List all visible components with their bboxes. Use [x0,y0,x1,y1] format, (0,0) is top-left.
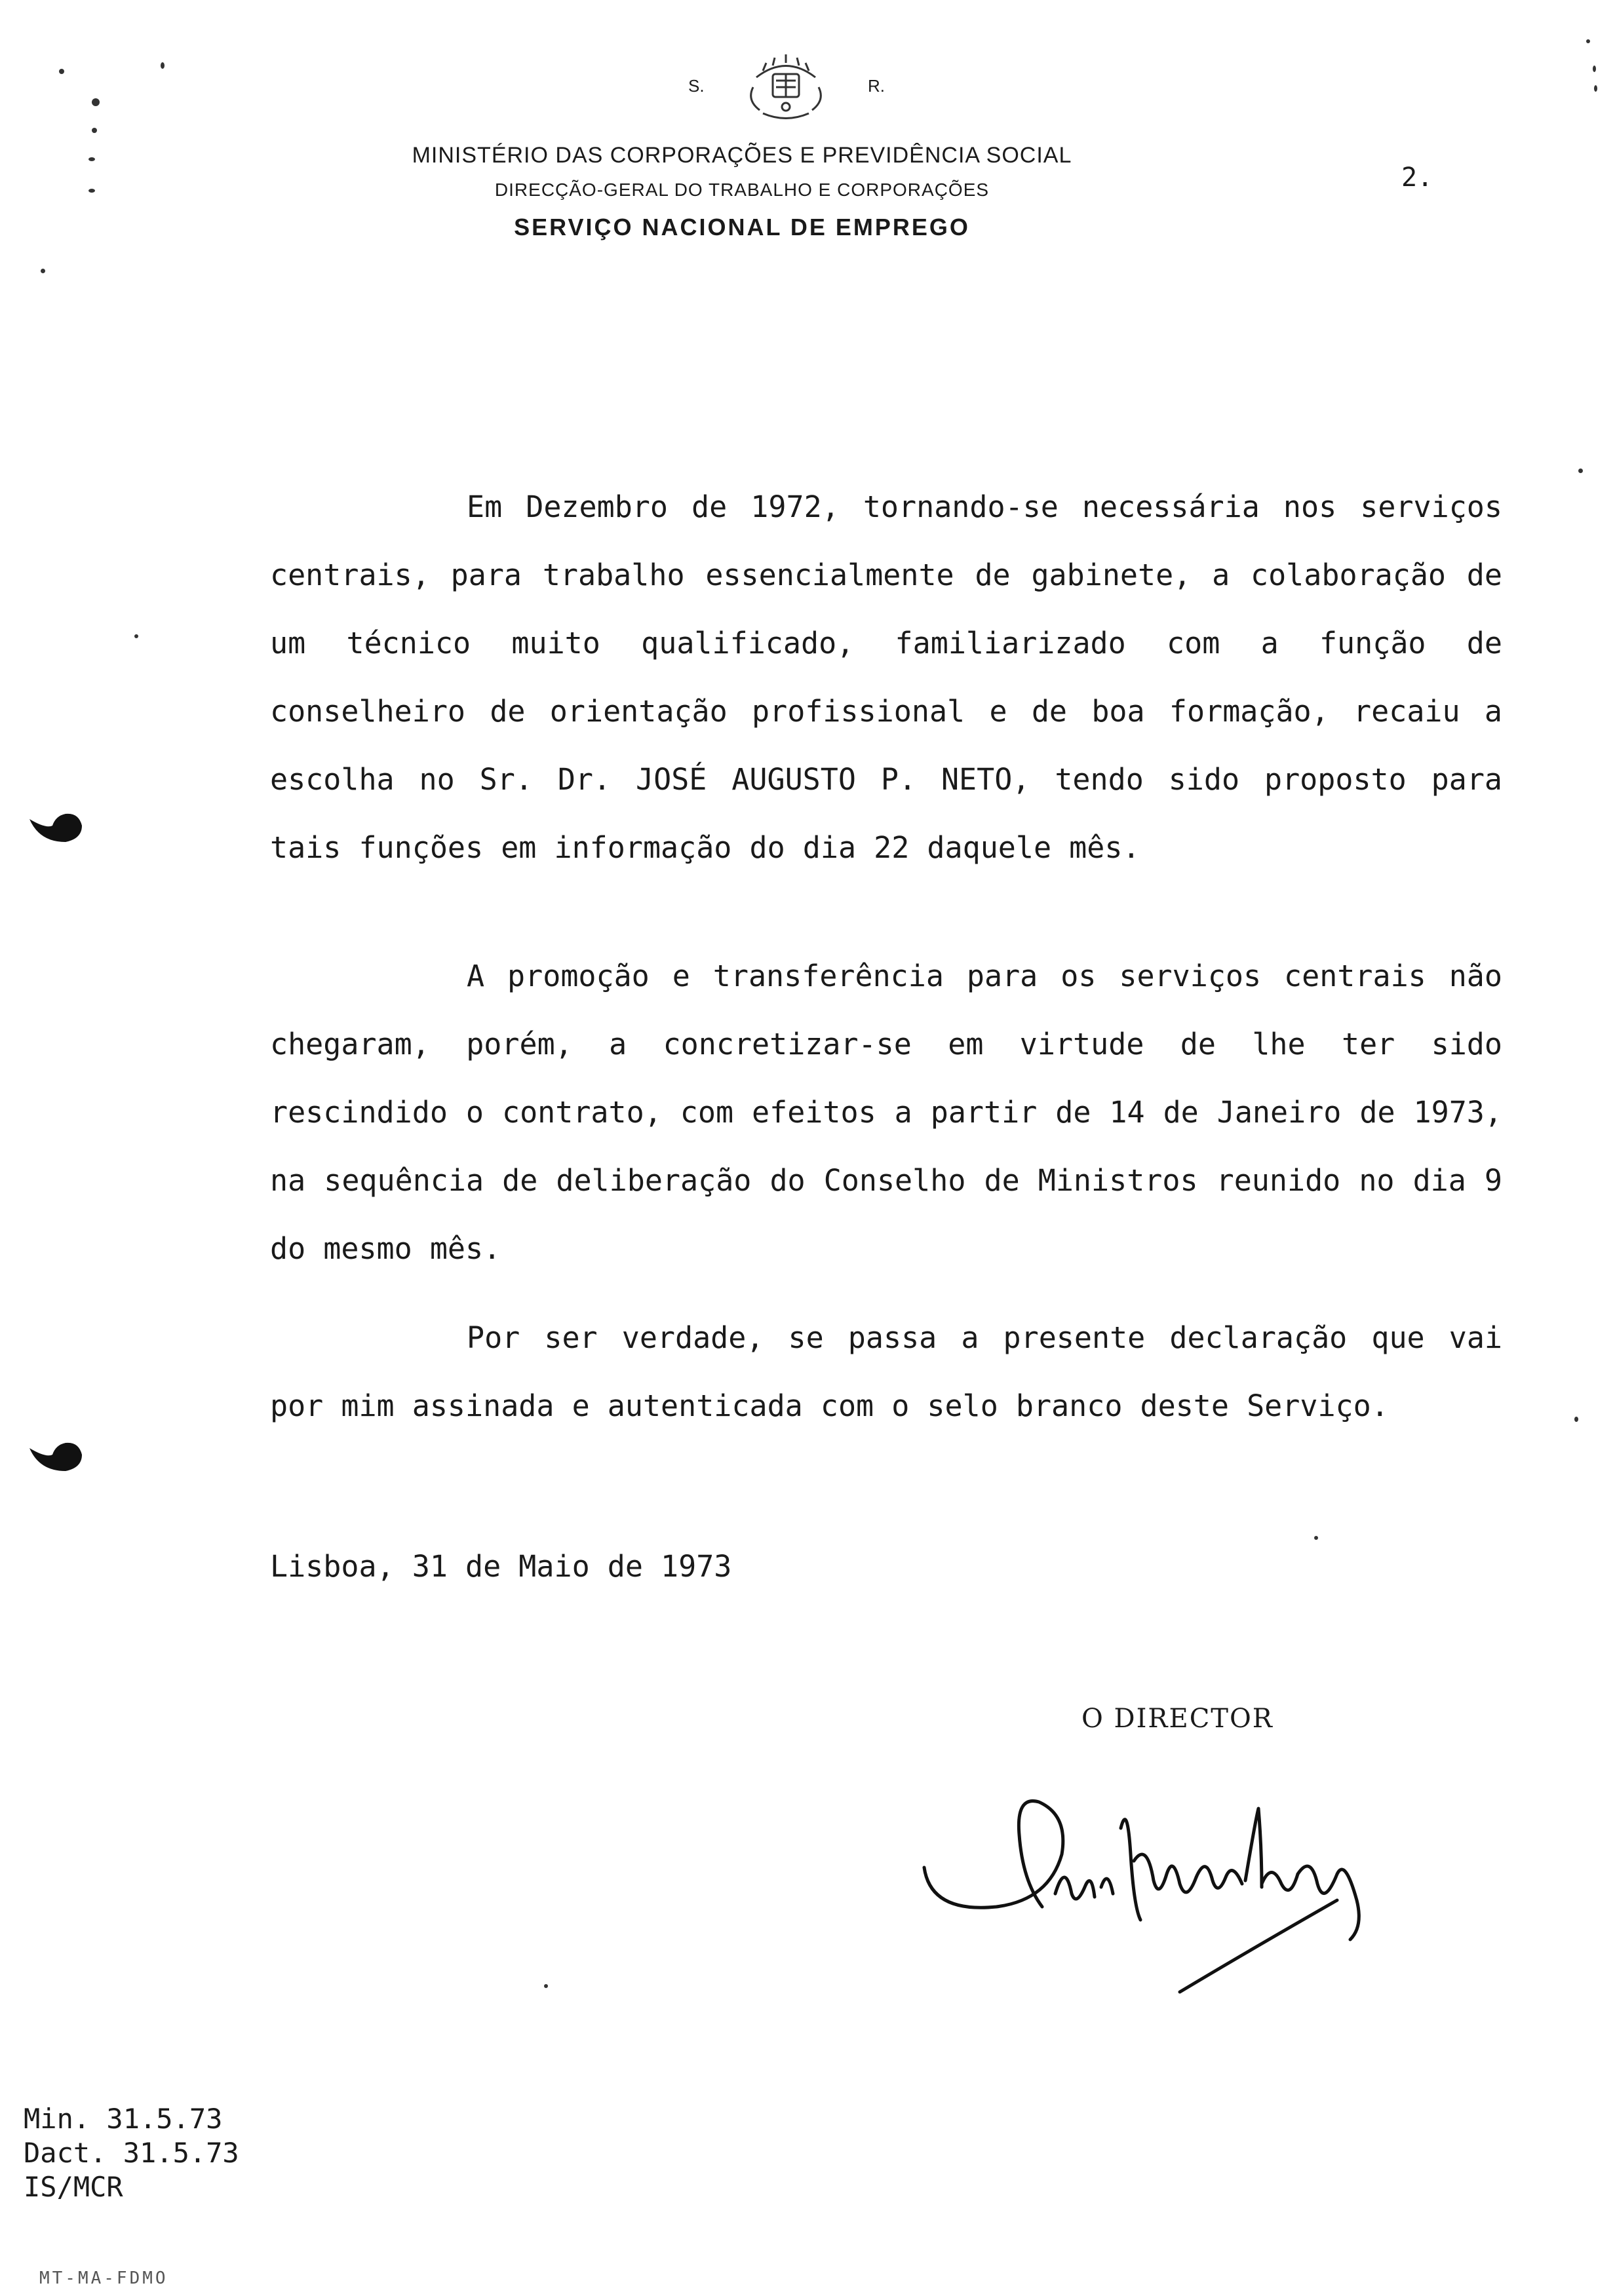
scan-speck [161,62,165,69]
ministry-heading: MINISTÉRIO DAS CORPORAÇÕES E PREVIDÊNCIA SOCIAL [412,143,1072,168]
service-heading: SERVIÇO NACIONAL DE EMPREGO [514,214,970,240]
reference-dact: Dact. 31.5.73 [24,2137,239,2169]
reference-min: Min. 31.5.73 [24,2103,223,2135]
directorate-heading: DIRECÇÃO-GERAL DO TRABALHO E CORPORAÇÕES [494,180,990,200]
date-line: Lisboa, 31 de Maio de 1973 [270,1549,732,1584]
scan-speck [88,189,95,193]
scan-speck [1594,85,1597,92]
paragraph-2 [270,942,1502,1283]
scan-speck [59,69,64,74]
punch-hole-icon [26,806,85,852]
paragraph-1 [270,473,1502,882]
signature-title: O DIRECTOR [1081,1704,1274,1734]
scan-speck [1314,1536,1318,1540]
scan-speck [544,1984,548,1988]
scan-speck [1593,66,1596,72]
footer-code: MT-MA-FDMO [39,2268,168,2288]
seal-left-letter: S. [688,76,705,96]
reference-initials: IS/MCR [24,2171,123,2203]
handwritten-signature [905,1730,1429,2005]
scan-speck [134,634,138,638]
paragraph-text: Por ser verdade, se passa a presente declaração que vai por mim assinada e autenticada com o selo branco deste Serviço. [270,1320,1502,1423]
scan-speck [1586,39,1590,43]
punch-hole-icon [26,1435,85,1481]
seal-right-letter: R. [868,76,885,96]
scan-speck [1574,1417,1578,1422]
paragraph-text: Em Dezembro de 1972, tornando-se necessária nos serviços centrais, para trabalho essencialmente de gabinete, a colaboração de um técnico muito qualificado, familiarizado com a função de conselheiro de orientação profissional e de boa formação, recaiu a escolha no Sr. Dr. JOSÉ AUGUSTO P. NETO, tendo sido proposto para tais funções em informação do dia 22 daquele mês. [270,489,1502,865]
paragraph-text: A promoção e transferência para os serviços centrais não chegaram, porém, a concretizar-se em virtude de lhe ter sido rescindido o contrato, com efeitos a partir de 14 de Janeiro de 1973, na sequência de deliberação do Conselho de Ministros reunido no dia 9 do mesmo mês. [270,959,1502,1266]
scan-speck [41,269,45,273]
scan-speck [88,157,95,161]
letterhead-seal [688,51,885,123]
paragraph-3 [270,1304,1502,1440]
coat-of-arms-icon [737,51,835,123]
scan-speck [92,98,100,106]
page-number: 2. [1401,163,1433,193]
scan-speck [92,128,97,133]
scan-speck [1578,469,1583,473]
